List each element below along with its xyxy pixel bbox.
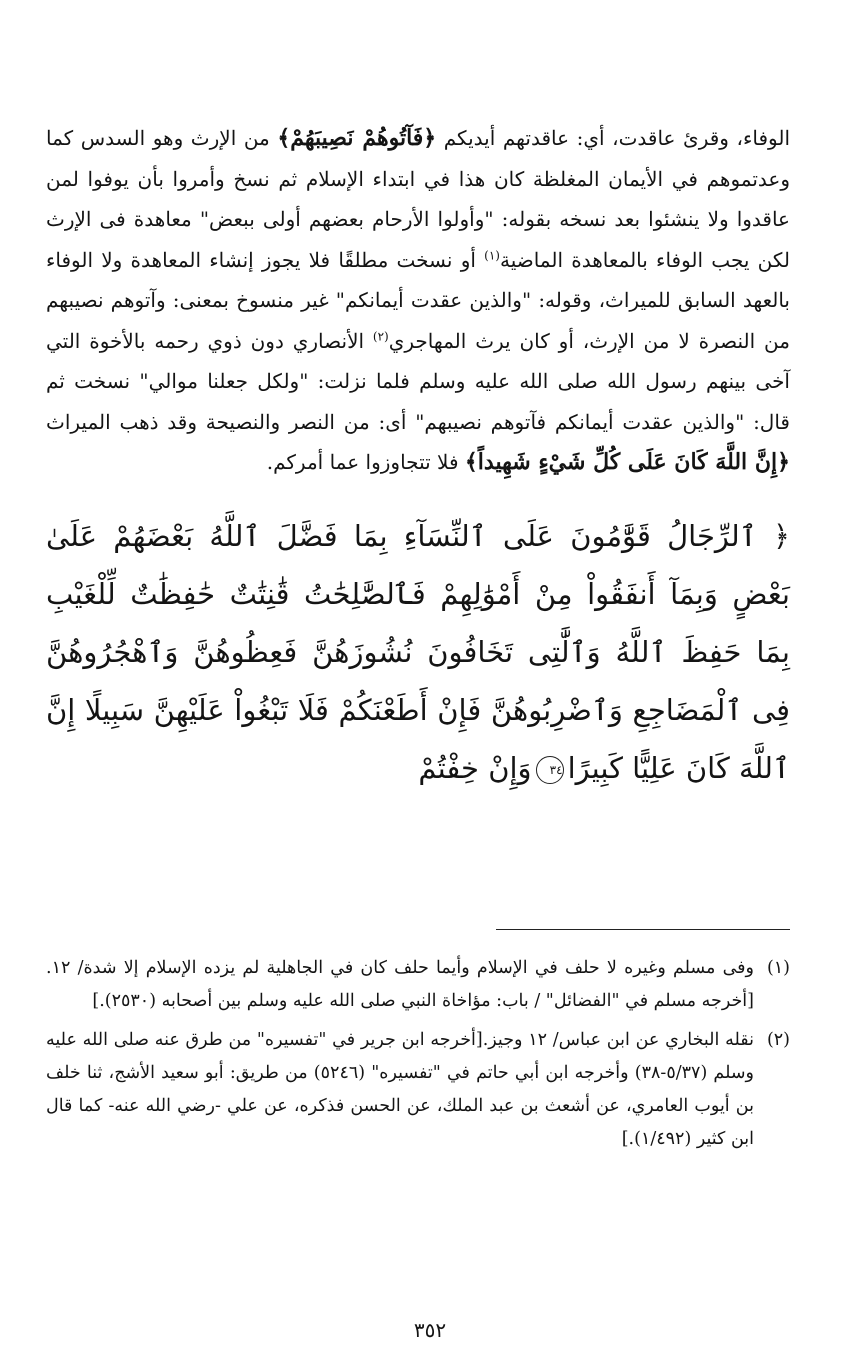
footnote-ref-2[interactable]: (٢) xyxy=(372,328,389,343)
quran-quote-1: ﴿فَآتُوهُمْ نَصِيبَهُمْ﴾ xyxy=(277,125,437,151)
commentary-text-5: فلا تتجاوزوا عما أمركم. xyxy=(266,450,465,474)
commentary-text-4: الأنصاري دون ذوي رحمه بالأخوة التي آخى بينهم رسول الله صلى الله عليه وسلم فلما نزلت: "ولكل جعلنا موالي" نسخت ثم قال: "والذين عقدت أيمانكم فآتوهم نصيبهم" أى: من النصر والنصيحة وقد ذهب الميراث xyxy=(46,328,790,434)
commentary-text-1: الوفاء، وقرئ عاقدت، أي: عاقدتهم أيديكم xyxy=(436,126,791,150)
quran-verse-block xyxy=(46,507,790,797)
ayah-number-marker: ٣٤ xyxy=(536,756,564,784)
footnote-text: وفى مسلم وغيره لا حلف في الإسلام وأيما حلف كان في الجاهلية لم يزده الإسلام إلا شدة/ ١٢.[أخرجه مسلم في "الفضائل" / باب: مؤاخاة النبي صلى الله عليه وسلم بين أصحابه (٢٥٣٠).] xyxy=(46,958,754,1011)
page-content xyxy=(46,118,790,797)
footnote-1 xyxy=(46,952,790,1018)
quran-quote-2: ﴿إِنَّ اللَّهَ كَانَ عَلَى كُلِّ شَيْءٍ شَهِيداً﴾ xyxy=(464,449,790,475)
footnote-2 xyxy=(46,1024,790,1156)
verse-text: ﴿ ٱلرِّجَالُ قَوَّٰمُونَ عَلَى ٱلنِّسَآءِ بِمَا فَضَّلَ ٱللَّهُ بَعْضَهُمْ عَلَىٰ بَعْضٍ وَبِمَآ أَنفَقُواْ مِنْ أَمْوَٰلِهِمْ فَٱلصَّٰلِحَٰتُ قَٰنِتَٰتٌ حَٰفِظَٰتٌ لِّلْغَيْبِ بِمَا حَفِظَ ٱللَّهُ وَٱلَّٰتِى تَخَافُونَ نُشُوزَهُنَّ فَعِظُوهُنَّ وَٱهْجُرُوهُنَّ فِى ٱلْمَضَاجِعِ وَٱضْرِبُوهُنَّ فَإِنْ أَطَعْنَكُمْ فَلَا تَبْغُواْ عَلَيْهِنَّ سَبِيلًا إِنَّ ٱللَّهَ كَانَ عَلِيًّا كَبِيرًا xyxy=(46,518,790,785)
footnotes-section xyxy=(46,952,790,1162)
commentary-paragraph xyxy=(46,118,790,483)
footnote-ref-1[interactable]: (١) xyxy=(484,247,500,262)
footnote-number: (١) xyxy=(766,958,790,978)
footnote-number: (٢) xyxy=(766,1030,790,1050)
footnote-divider xyxy=(496,929,790,930)
footnote-text: نقله البخاري عن ابن عباس/ ١٢ وجيز.[أخرجه ابن جرير في "تفسيره" من طرق عنه صلى الله عليه وسلم (٥/٣٧-٣٨) وأخرجه ابن أبي حاتم في "تفسيره" (٥٢٤٦) من طريق: أبو سعيد الأشج، ثنا خلف بن أيوب العامري، عن أشعث بن عبد الملك، عن الحسن فذكره، عن علي -رضي الله عنه- كما قال ابن كثير (١/٤٩٢).] xyxy=(46,1030,754,1149)
commentary-text-3: أو نسخت مطلقًا فلا يجوز إنشاء المعاهدة ولا الوفاء بالعهد السابق للميراث، وقوله: "والذين عقدت أيمانكم" غير منسوخ بمعنى: وآتوهم نصيبهم من النصرة لا من الإرث، أو كان يرث المهاجري xyxy=(46,247,791,353)
verse-continuation: وَإِنْ خِفْتُمْ xyxy=(418,750,532,785)
commentary-text-2: من الإرث وهو السدس كما وعدتموهم في الأيمان المغلظة كان هذا في ابتداء الإسلام ثم نسخ وأمروا بأن يوفوا لمن عاقدوا ولا ينشئوا بعد نسخه بقوله: "وأولوا الأرحام بعضهم أولى ببعض" معاهدة فى الإرث لكن يجب الوفاء بالمعاهدة الماضية xyxy=(46,126,791,272)
page-number: ٣٥٢ xyxy=(413,1318,447,1342)
